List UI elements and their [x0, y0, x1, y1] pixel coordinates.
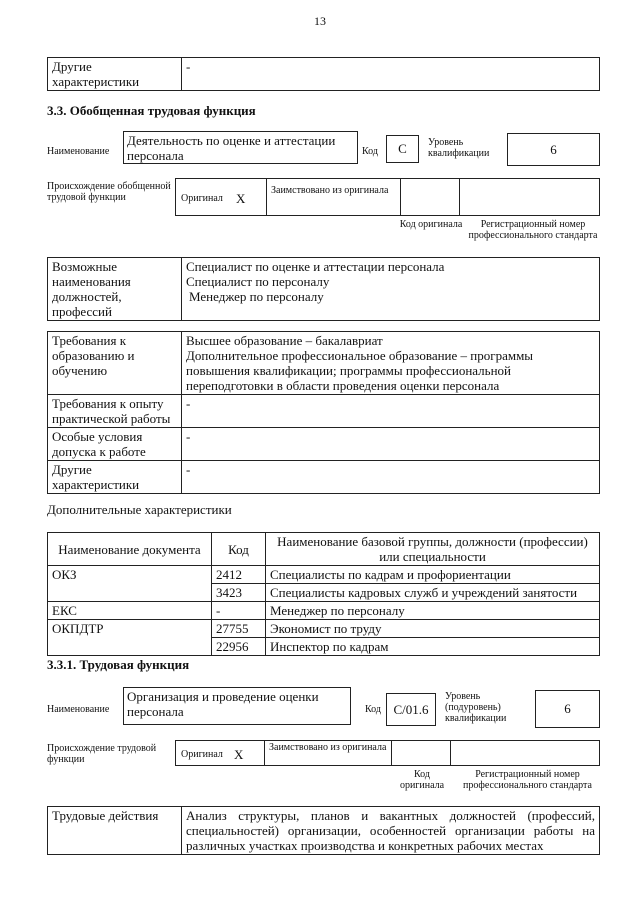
table-row [48, 566, 600, 584]
position-item: Специалист по оценке и аттестации персонала [186, 259, 445, 274]
work-actions-label: Трудовые действия [48, 807, 182, 855]
requirements-table [47, 331, 600, 494]
original-mark: X [236, 191, 246, 206]
origin-label: Происхождение обобщенной трудовой функции [47, 181, 171, 203]
top-characteristics-table [47, 57, 600, 91]
borrowed-label: Заимствовано из оригинала [271, 185, 389, 196]
registration-number-caption: Регистрационный номер профессионального стандарта [468, 219, 598, 241]
name-cell: Инспектор по кадрам [266, 638, 600, 656]
education-label: Требования к образованию и обучению [48, 332, 182, 395]
doc-cell: ОКЗ [48, 566, 212, 602]
positions-list [182, 258, 600, 321]
borrowed-label-331: Заимствовано из оригинала [269, 742, 387, 753]
section-heading-3-3-1: 3.3.1. Трудовая функция [47, 657, 190, 672]
qualification-level-label: Уровень квалификации [428, 137, 490, 159]
qualification-level-label-331: Уровень (подуровень) квалификации [445, 691, 507, 724]
original-code-caption-331: Код оригинала [399, 769, 445, 791]
positions-table [47, 257, 600, 321]
other-label: Другие характеристики [48, 461, 182, 494]
doc-cell: ЕКС [48, 602, 212, 620]
other-characteristics-label: Другие характеристики [48, 58, 182, 91]
education-value: Высшее образование – бакалавриат Дополнительное профессиональное образование – программы повышения квалификации; программы профессиональной переподготовки в области проведения оценки персонала [182, 332, 600, 395]
name-label: Наименование [47, 146, 110, 157]
experience-value: - [182, 395, 600, 428]
code-cell: 22956 [212, 638, 266, 656]
registration-number-caption-331: Регистрационный номер профессионального стандарта [463, 769, 592, 791]
table-row [48, 620, 600, 638]
position-item: Специалист по персоналу [186, 274, 330, 289]
origin-label-331: Происхождение трудовой функции [47, 743, 157, 765]
name-label-331: Наименование [47, 704, 110, 715]
additional-heading: Дополнительные характеристики [47, 502, 232, 517]
origin-table-331 [175, 740, 600, 766]
code-cell: 3423 [212, 584, 266, 602]
code-label-331: Код [365, 704, 381, 715]
name-cell: Специалисты по кадрам и профориентации [266, 566, 600, 584]
original-label: Оригинал [181, 193, 223, 204]
section-heading-3-3: 3.3. Обобщенная трудовая функция [47, 103, 256, 118]
admission-value: - [182, 428, 600, 461]
other-characteristics-value: - [182, 58, 600, 91]
qualification-level-box-331: 6 [535, 690, 600, 728]
experience-label: Требования к опыту практической работы [48, 395, 182, 428]
admission-label: Особые условия допуска к работе [48, 428, 182, 461]
code-cell: 27755 [212, 620, 266, 638]
function-name-box: Деятельность по оценке и аттестации персонала [123, 131, 358, 164]
page-number: 13 [314, 14, 326, 28]
col-header-code: Код [212, 533, 266, 566]
name-cell: Менеджер по персоналу [266, 602, 600, 620]
work-actions-table [47, 806, 600, 855]
code-label: Код [362, 146, 378, 157]
positions-label: Возможные наименования должностей, профессий [48, 258, 182, 321]
table-row [48, 602, 600, 620]
original-mark-331: X [234, 747, 244, 762]
code-value-box: C [386, 135, 419, 163]
additional-table [47, 532, 600, 656]
code-cell: 2412 [212, 566, 266, 584]
work-function-name-box: Организация и проведение оценки персонала [123, 687, 351, 725]
code-value-box-331: C/01.6 [386, 693, 436, 726]
name-cell: Экономист по труду [266, 620, 600, 638]
origin-table [175, 178, 600, 216]
col-header-document: Наименование документа [48, 533, 212, 566]
qualification-level-box: 6 [507, 133, 600, 166]
doc-cell: ОКПДТР [48, 620, 212, 656]
other-value: - [182, 461, 600, 494]
col-header-name: Наименование базовой группы, должности (профессии) или специальности [266, 533, 600, 566]
original-label-331: Оригинал [181, 749, 223, 760]
name-cell: Специалисты кадровых служб и учреждений занятости [266, 584, 600, 602]
code-cell: - [212, 602, 266, 620]
position-item: Менеджер по персоналу [189, 289, 324, 304]
original-code-caption: Код оригинала [399, 219, 463, 230]
work-actions-value: Анализ структуры, планов и вакантных должностей (профессий, специальностей) организации, особенностей организации работы на различных участках производства и конкретных рабочих местах [182, 807, 600, 855]
